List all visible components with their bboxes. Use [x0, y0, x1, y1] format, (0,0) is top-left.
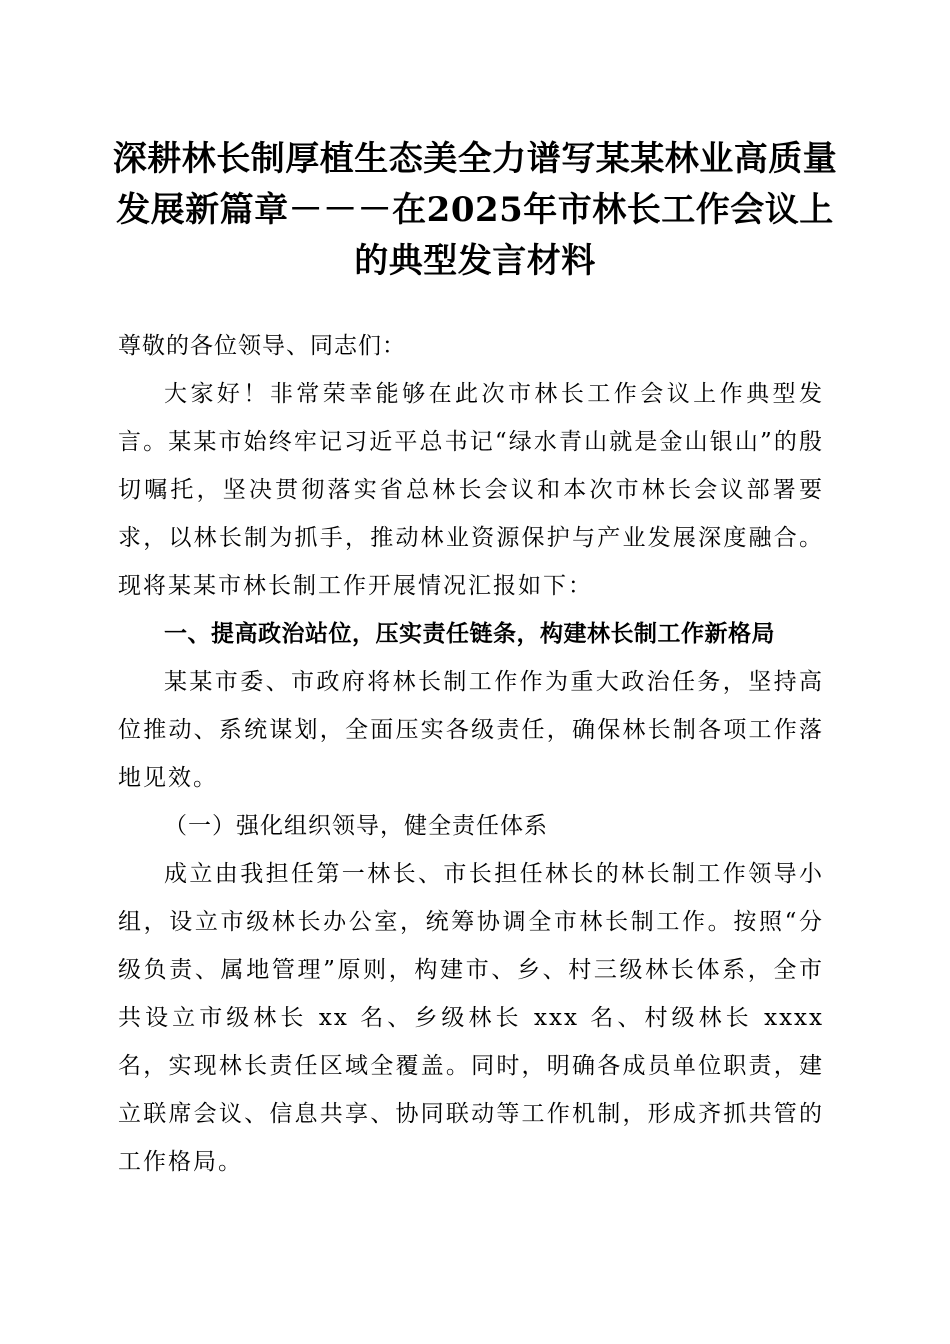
section-1-heading: 一、提高政治站位，压实责任链条，构建林长制工作新格局: [164, 620, 775, 647]
intro-paragraph: 大家好！非常荣幸能够在此次市林长工作会议上作典型发言。某某市始终牢记习近平总书记“绿水青山就是金山银山”的殷切嘱托，坚决贯彻落实省总林长会议和本次市林长会议部署要求，以林长制为抓手，推动林业资源保护与产业发展深度融合。现将某某市林长制工作开展情况汇报如下：: [118, 381, 824, 599]
document-title: 深耕林长制厚植生态美全力谱写某某林业高质量发展新篇章－－－在2025年市林长工作会议上的典型发言材料: [112, 139, 838, 281]
section-1-paragraph: 某某市委、市政府将林长制工作作为重大政治任务，坚持高位推动、系统谋划，全面压实各级责任，确保林长制各项工作落地见效。: [118, 669, 824, 791]
document-body: [118, 322, 824, 1186]
subsection-1-paragraph: 成立由我担任第一林长、市长担任林长的林长制工作领导小组，设立市级林长办公室，统筹协调全市林长制工作。按照“分级负责、属地管理”原则，构建市、乡、村三级林长体系，全市共设立市级林长 xx 名、乡级林长 xxx 名、村级林长 xxxx 名，实现林长责任区域全覆盖。同时，明确各成员单位职责，建立联席会议、信息共享、协同联动等工作机制，形成齐抓共管的工作格局。: [118, 861, 824, 1175]
salutation: 尊敬的各位领导、同志们：: [118, 333, 406, 359]
subsection-1-heading: （一）强化组织领导，健全责任体系: [164, 813, 548, 839]
